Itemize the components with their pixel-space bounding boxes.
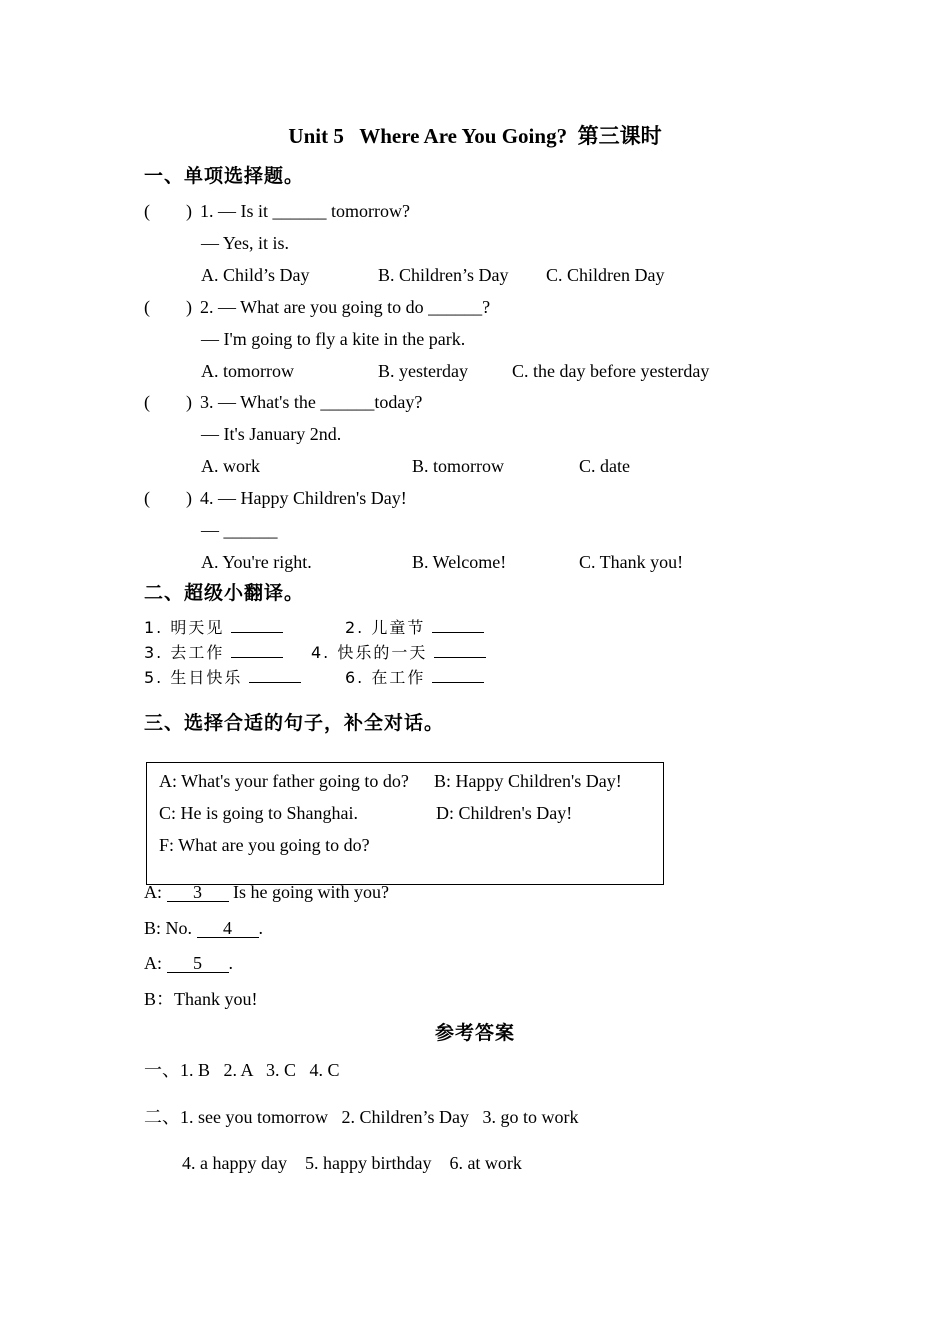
question-text: 3. — What's the ______today? [200, 392, 423, 412]
speaker: A: [144, 882, 167, 902]
question-text: 1. — Is it ______ tomorrow? [200, 201, 410, 221]
section-heading-2: 二、超级小翻译。 [144, 582, 305, 604]
translation-item [144, 617, 283, 639]
question-reply: — I'm going to fly a kite in the park. [201, 329, 466, 349]
choice-a: A: What's your father going to do? [159, 771, 409, 791]
dialog-line [144, 881, 389, 903]
answer-blank [432, 632, 484, 633]
speaker: B: No. [144, 918, 197, 938]
option-c: C. the day before yesterday [512, 361, 710, 381]
translation-label: 5. 生日快乐 [144, 668, 243, 687]
dialog-line: B：Thank you! [144, 989, 258, 1009]
answer-paren: ( ) [144, 488, 192, 508]
option-a: A. You're right. [201, 552, 312, 572]
option-a: A. Child’s Day [201, 265, 310, 285]
translation-label: 3. 去工作 [144, 643, 225, 662]
translation-item [144, 667, 301, 689]
page-title: Unit 5 Where Are You Going? 第三课时 [288, 124, 662, 148]
translation-item [144, 642, 283, 664]
answer-paren: ( ) [144, 392, 192, 412]
speaker: A: [144, 953, 167, 973]
answer-key-heading: 参考答案 [434, 1022, 515, 1044]
answer-blank [434, 657, 486, 658]
translation-label: 2. 儿童节 [345, 618, 426, 637]
answer-line-2: 二、1. see you tomorrow 2. Children’s Day 3. go to work [144, 1107, 579, 1127]
dialog-line [144, 952, 233, 974]
answer-paren: ( ) [144, 297, 192, 317]
dialog-text: Is he going with you? [228, 882, 389, 902]
question-reply: — ______ [201, 520, 278, 540]
option-b: B. Welcome! [412, 552, 507, 572]
question-text: 2. — What are you going to do ______? [200, 297, 491, 317]
translation-label: 1. 明天见 [144, 618, 225, 637]
answer-line-3: 4. a happy day 5. happy birthday 6. at work [182, 1153, 522, 1173]
dialog-text: . [228, 953, 233, 973]
option-c: C. date [579, 456, 630, 476]
option-c: C. Thank you! [579, 552, 684, 572]
translation-item [311, 642, 486, 664]
option-a: A. tomorrow [201, 361, 294, 381]
choice-b: B: Happy Children's Day! [434, 771, 622, 791]
answer-blank: 3 [167, 883, 229, 902]
section-heading-1: 一、单项选择题。 [144, 165, 305, 187]
answer-blank [231, 632, 283, 633]
dialog-text: . [258, 918, 264, 938]
section-heading-3: 三、选择合适的句子，补全对话。 [144, 712, 445, 734]
answer-blank: 5 [167, 954, 229, 973]
translation-item [345, 667, 484, 689]
question-text: 4. — Happy Children's Day! [200, 488, 407, 508]
answer-blank [249, 682, 301, 683]
option-c: C. Children Day [546, 265, 665, 285]
option-a: A. work [201, 456, 260, 476]
translation-label: 6. 在工作 [345, 668, 426, 687]
answer-line-1: 一、1. B 2. A 3. C 4. C [144, 1060, 340, 1080]
dialog-line [144, 917, 263, 939]
answer-blank [432, 682, 484, 683]
sentence-choice-box [146, 762, 664, 885]
option-b: B. yesterday [378, 361, 468, 381]
choice-d: D: Children's Day! [436, 803, 573, 823]
answer-blank [231, 657, 283, 658]
translation-item [345, 617, 484, 639]
option-b: B. tomorrow [412, 456, 504, 476]
choice-c: C: He is going to Shanghai. [159, 803, 358, 823]
translation-label: 4. 快乐的一天 [311, 643, 428, 662]
question-reply: — It's January 2nd. [201, 424, 342, 444]
answer-paren: ( ) [144, 201, 192, 221]
option-b: B. Children’s Day [378, 265, 509, 285]
answer-blank: 4 [197, 919, 259, 938]
choice-f: F: What are you going to do? [159, 835, 370, 855]
question-reply: — Yes, it is. [201, 233, 290, 253]
